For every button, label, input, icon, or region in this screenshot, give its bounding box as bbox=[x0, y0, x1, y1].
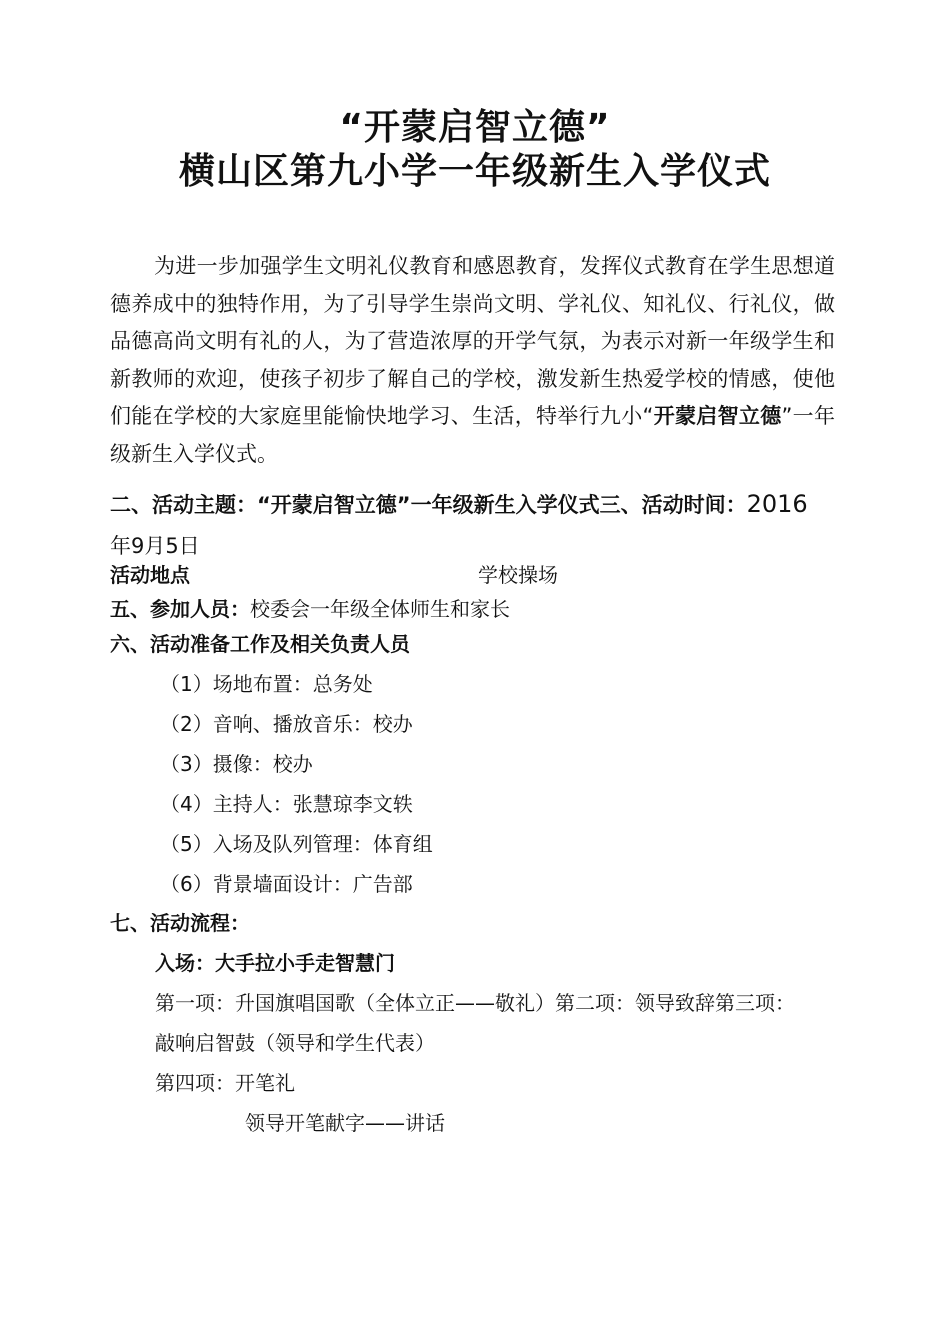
theme-time-rest: 年9月5日 bbox=[110, 534, 200, 558]
prep-item: （3）摄像：校办 bbox=[160, 752, 313, 776]
title-line-1: “开蒙启智立德” bbox=[339, 107, 611, 148]
participants-label: 五、参加人员： bbox=[110, 597, 250, 621]
participants-line bbox=[110, 595, 510, 623]
intro-text-b: ”一年级新生入学仪式。 bbox=[110, 404, 835, 466]
intro-text-a: 为进一步加强学生文明礼仪教育和感恩教育，发挥仪式教育在学生思想道德养成中的独特作用，为了引导学生崇尚文明、学礼仪、知礼仪、行礼仪，做品德高尚文明有礼的人，为了营造浓厚的开学气氛，为表示对新一年级学生和新教师的欢迎，使孩子初步了解自己的学校，激发新生热爱学校的情感，使他们能在学校的大家庭里能愉快地学习、生活，特举行九小“ bbox=[110, 254, 835, 428]
flow-line-4: 领导开笔献字——讲话 bbox=[245, 1111, 445, 1135]
flow-line-1: 第一项：升国旗唱国歌（全体立正——敬礼）第二项：领导致辞第三项： bbox=[155, 991, 795, 1015]
theme-label: 二、活动主题：“开蒙启智立德”一年级新生入学仪式三、活动时间： bbox=[110, 493, 747, 517]
prep-item: （6）背景墙面设计：广告部 bbox=[160, 872, 413, 896]
prep-item: （1）场地布置：总务处 bbox=[160, 672, 373, 696]
location-value: 学校操场 bbox=[478, 563, 558, 587]
prep-heading: 六、活动准备工作及相关负责人员 bbox=[110, 632, 410, 656]
flow-line-2: 敲响启智鼓（领导和学生代表） bbox=[155, 1031, 435, 1055]
flow-entry: 入场：大手拉小手走智慧门 bbox=[155, 951, 395, 975]
title-line-2: 横山区第九小学一年级新生入学仪式 bbox=[178, 151, 771, 192]
intro-paragraph bbox=[110, 248, 835, 473]
theme-time-year: 2016 bbox=[746, 490, 808, 518]
location-label bbox=[110, 561, 190, 589]
prep-item: （5）入场及队列管理：体育组 bbox=[160, 832, 433, 856]
prep-item: （2）音响、播放音乐：校办 bbox=[160, 712, 413, 736]
prep-item: （4）主持人：张慧琼李文轶 bbox=[160, 792, 413, 816]
location-label-text: 活动地点 bbox=[110, 563, 190, 587]
flow-line-3: 第四项：开笔礼 bbox=[155, 1071, 295, 1095]
intro-text-bold: 开蒙启智立德 bbox=[653, 404, 782, 428]
theme-line bbox=[110, 487, 808, 522]
participants-value: 校委会一年级全体师生和家长 bbox=[250, 597, 510, 621]
flow-heading: 七、活动流程： bbox=[110, 911, 250, 935]
